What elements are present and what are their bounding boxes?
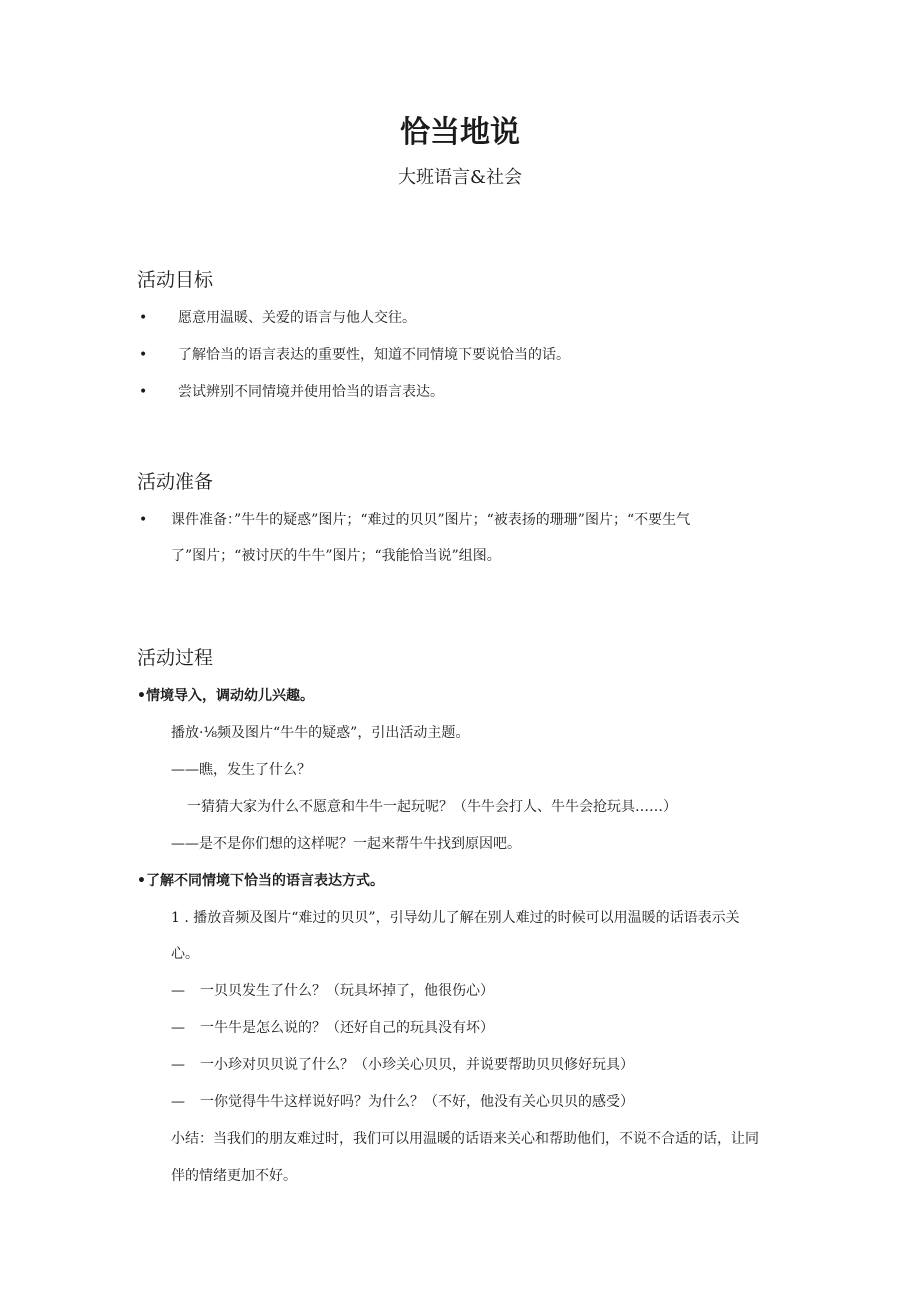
step2-title: •了解不同情境下恰当的语言表达方式。 (137, 873, 384, 889)
step1-line: ——是不是你们想的这样呢？一起来帮牛牛找到原因吧。 (171, 836, 521, 852)
step1-title: •情境导入，调动幼儿兴趣。 (137, 688, 314, 704)
summary-line: 小结：当我们的朋友难过时，我们可以用温暖的话语来关心和帮助他们，不说不合适的话，让同 (171, 1131, 759, 1147)
bullet-icon: • (139, 512, 148, 528)
qa-line: 一贝贝发生了什么？（玩具坏掉了，他很伤心） (200, 983, 494, 999)
step1-line: 一猜猜大家为什么不愿意和牛牛一起玩呢？（牛牛会打人、牛牛会抢玩具……） (187, 799, 677, 815)
bullet-icon: • (139, 384, 148, 400)
step2-item-line: 1 . 播放音频及图片“难过的贝贝”，引导幼儿了解在别人难过的时候可以用温暖的话语表示关 (171, 910, 740, 926)
bullet-icon: • (139, 347, 148, 363)
goal-item: 尝试辨别不同情境并使用恰当的语言表达。 (178, 384, 444, 400)
goal-item: 愿意用温暖、关爱的语言与他人交往。 (178, 310, 416, 326)
step1-line: ——瞧，发生了什么？ (171, 762, 311, 778)
process-heading: 活动过程 (137, 647, 214, 669)
prep-line: 课件准备：”牛牛的疑惑”图片；“难过的贝贝”图片；“被表扬的珊珊”图片；“不要生气 (171, 512, 691, 528)
qa-line: 一牛牛是怎么说的？（还好自己的玩具没有坏） (200, 1020, 494, 1036)
document-subtitle: 大班语言&社会 (397, 167, 523, 188)
goal-item: 了解恰当的语言表达的重要性，知道不同情境下要说恰当的话。 (178, 347, 570, 363)
dash-mark: — (171, 983, 185, 999)
prep-heading: 活动准备 (137, 471, 214, 493)
step2-item-line: 心。 (171, 946, 199, 962)
dash-mark: — (171, 1057, 185, 1073)
dash-mark: — (171, 1094, 185, 1110)
goals-heading: 活动目标 (137, 269, 214, 291)
dash-mark: — (171, 1020, 185, 1036)
summary-line: 伴的情绪更加不好。 (171, 1168, 297, 1184)
qa-line: 一你觉得牛牛这样说好吗？为什么？（不好，他没有关心贝贝的感受） (200, 1094, 634, 1110)
step1-line: 播放·⅛频及图片“牛牛的疑惑”，引出活动主题。 (171, 725, 470, 741)
document-title: 恰当地说 (400, 115, 520, 150)
qa-line: 一小珍对贝贝说了什么？（小珍关心贝贝，并说要帮助贝贝修好玩具） (200, 1057, 634, 1073)
prep-line: 了”图片；“被讨厌的牛牛”图片；“我能恰当说”组图。 (171, 548, 501, 564)
bullet-icon: • (139, 310, 148, 326)
